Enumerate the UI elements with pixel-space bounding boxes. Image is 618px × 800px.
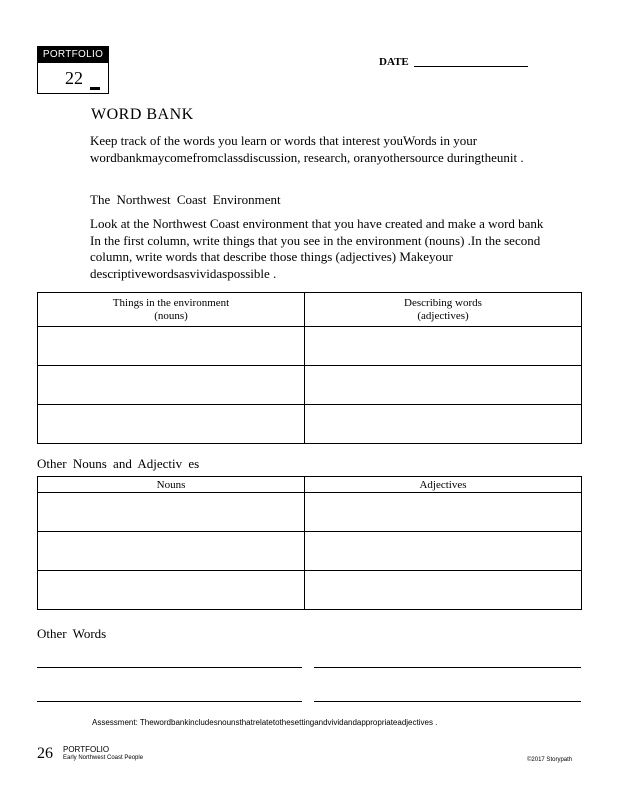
table-cell[interactable] — [38, 493, 305, 532]
table-cell[interactable] — [305, 405, 582, 444]
table-row — [38, 405, 582, 444]
page-title: WORD BANK — [91, 106, 194, 123]
nouns-column-header: Things in the environment (nouns) — [38, 293, 305, 327]
copyright-notice: ©2017 Storypath — [527, 757, 573, 763]
nouns-header: Nouns — [38, 477, 305, 493]
footer-subtitle: Early Northwest Coast People — [63, 755, 144, 761]
instructions-paragraph: Look at the Northwest Coast environment that you have created and make a word bank In the first column, write things that you see in the environment (nouns) .In the second column, write words that describe those things (adjectives) Makeyour descriptivewordsasvividaspossible . — [90, 216, 544, 281]
portfolio-badge — [37, 46, 109, 94]
table-cell[interactable] — [38, 571, 305, 610]
table-header-row — [38, 293, 582, 327]
table-cell[interactable] — [305, 571, 582, 610]
table-cell[interactable] — [305, 327, 582, 366]
table-header-row — [38, 477, 582, 493]
other-words-label: Other Words — [37, 626, 107, 641]
table-cell[interactable] — [38, 405, 305, 444]
table-row — [38, 493, 582, 532]
write-line[interactable] — [37, 667, 302, 668]
section-subtitle: The Northwest Coast Environment — [90, 192, 281, 207]
adjectives-column-header: Describing words (adjectives) — [305, 293, 582, 327]
footer-portfolio: PORTFOLIO — [63, 745, 110, 754]
portfolio-number: 22 — [65, 68, 83, 88]
write-line[interactable] — [314, 667, 581, 668]
table-row — [38, 366, 582, 405]
other-nouns-label: Other Nouns and Adjectiv es — [37, 456, 200, 471]
table-row — [38, 327, 582, 366]
portfolio-badge-underscore — [90, 87, 100, 90]
write-line[interactable] — [314, 701, 581, 702]
page-number: 26 — [37, 745, 53, 762]
table-row — [38, 532, 582, 571]
table-cell[interactable] — [38, 366, 305, 405]
environment-word-table — [37, 292, 582, 444]
table-cell[interactable] — [38, 532, 305, 571]
table-cell[interactable] — [38, 327, 305, 366]
table-cell[interactable] — [305, 532, 582, 571]
portfolio-badge-label: PORTFOLIO — [37, 46, 109, 63]
write-line[interactable] — [37, 701, 302, 702]
adjectives-header: Adjectives — [305, 477, 582, 493]
table-cell[interactable] — [305, 493, 582, 532]
other-words-table — [37, 476, 582, 610]
table-row — [38, 571, 582, 610]
date-label: DATE — [379, 56, 409, 68]
table-cell[interactable] — [305, 366, 582, 405]
assessment-note: Assessment: Thewordbankincludesnounsthatrelatetothesettingandvividandappropriateadjectives . — [92, 718, 438, 727]
date-write-line[interactable] — [414, 66, 528, 67]
intro-paragraph: Keep track of the words you learn or words that interest youWords in your wordbankmaycomefromclassdiscussion, research, oranyothersource duringtheunit . — [90, 133, 524, 165]
